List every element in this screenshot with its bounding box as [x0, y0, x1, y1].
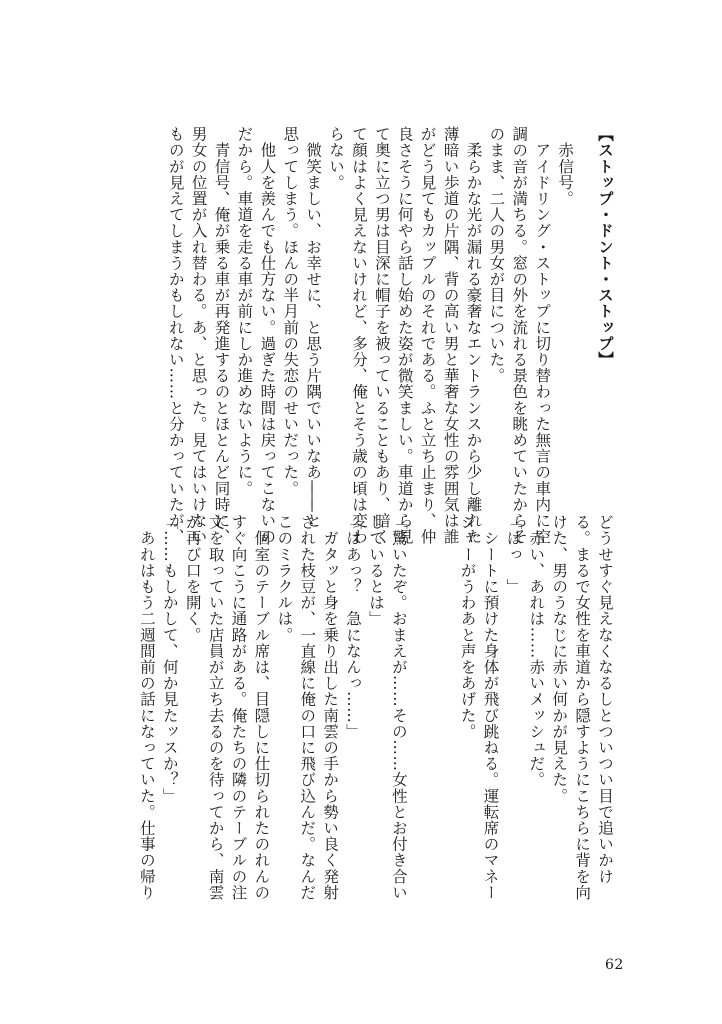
text-line: らない。 — [327, 126, 346, 191]
text-line — [433, 514, 456, 914]
text-line: 「驚いたぞ。おまえが……その……女性とお付き合い — [389, 514, 408, 901]
text-line: 薄暗い歩道の片隅、背の高い男と華奢な女性の雰囲気は誰 — [441, 126, 460, 545]
text-line: あれはもう二週間前の話になっていた。仕事の帰り — [137, 514, 156, 901]
text-line: けた、男のうなじに赤い何かが見えた。 — [550, 514, 569, 804]
text-line: 赤信号。 — [556, 126, 575, 207]
chapter-title: 【ストップ・ドント・ストップ】 — [596, 126, 615, 368]
text-line: アイドリング・ストップに切り替わった無言の車内に空 — [533, 126, 552, 545]
text-line — [410, 514, 433, 914]
text-line: て奥に立つ男は目深に帽子を被っていることもあり、暗く — [372, 126, 391, 545]
text-line: 良さそうに何やら話し始めた姿が微笑ましい。車道から見 — [395, 126, 414, 545]
text-line: が再び口を開く。 — [183, 514, 202, 643]
text-line: 微笑ましい、お幸せに、と思う片隅でいいなあ――と — [304, 126, 323, 529]
lower-text-block — [106, 514, 616, 914]
text-line: 「はっ 」 — [504, 514, 523, 595]
text-line: 他人を羨んでも仕方ない。過ぎた時間は戻ってこないの — [258, 126, 277, 545]
text-line: て顔はよく見えないけれど、多分、俺とそう歳の頃は変わ — [349, 126, 368, 545]
text-line: すぐ向こうに通路がある。俺たちの隣のテーブルの注 — [229, 514, 248, 901]
text-line: ものが見えてしまうかもしれない……と分かっていたが、 — [166, 126, 185, 545]
text-line: 青信号、俺が乗る車が再発進するのとほとんど同時に、 — [212, 126, 231, 545]
upper-text-block — [106, 126, 616, 545]
text-line: 赤い、あれは……赤いメッシュだ。 — [527, 514, 546, 788]
text-line: 調の音が満ちる。窓の外を流れる景色を眺めていたからそ — [510, 126, 529, 545]
text-line: 個室のテーブル席は、目隠しに仕切られたのれんの — [252, 514, 271, 901]
text-line: 男女の位置が入れ替わる。あ、と思った。見てはいけない — [189, 126, 208, 545]
page-number: 62 — [605, 957, 624, 973]
text-line: だから。車道を走る車が前にしか進めないように。 — [235, 126, 254, 497]
text-line: 「……もしかして、何か見たッスか？」 — [160, 514, 179, 804]
text-line: どうせすぐ見えなくなるしとついつい目で追いかけ — [596, 514, 614, 885]
text-line: された枝豆が、一直線に俺の口に飛び込んだ。なんだ — [298, 514, 317, 901]
text-line: このミラクルは。 — [275, 514, 294, 643]
text-line: シートに預けた身体が飛び跳ねる。運転席のマネー — [481, 514, 500, 901]
text-line: 「はあっ？ 急になんっ……」 — [344, 514, 363, 740]
text-line: ガタッと身を乗り出した南雲の手から勢い良く発射 — [321, 514, 340, 901]
text-line: 文を取っていた店員が立ち去るのを待ってから、南雲 — [206, 514, 225, 901]
text-line: しているとは」 — [366, 514, 385, 627]
text-line: がどう見てもカップルのそれである。ふと立ち止まり、仲 — [418, 126, 437, 545]
text-line: 思ってしまう。ほんの半月前の失恋のせいだった。 — [281, 126, 300, 497]
text-line: 柔らかな光が漏れる豪奢なエントランスから少し離れた — [464, 126, 483, 545]
text-line: のまま、二人の男女が目についた。 — [487, 126, 506, 384]
text-line: ジャーがうわあと声をあげた。 — [458, 514, 477, 740]
text-line: る。まるで女性を車道から隠すようにこちらに背を向 — [573, 514, 592, 901]
